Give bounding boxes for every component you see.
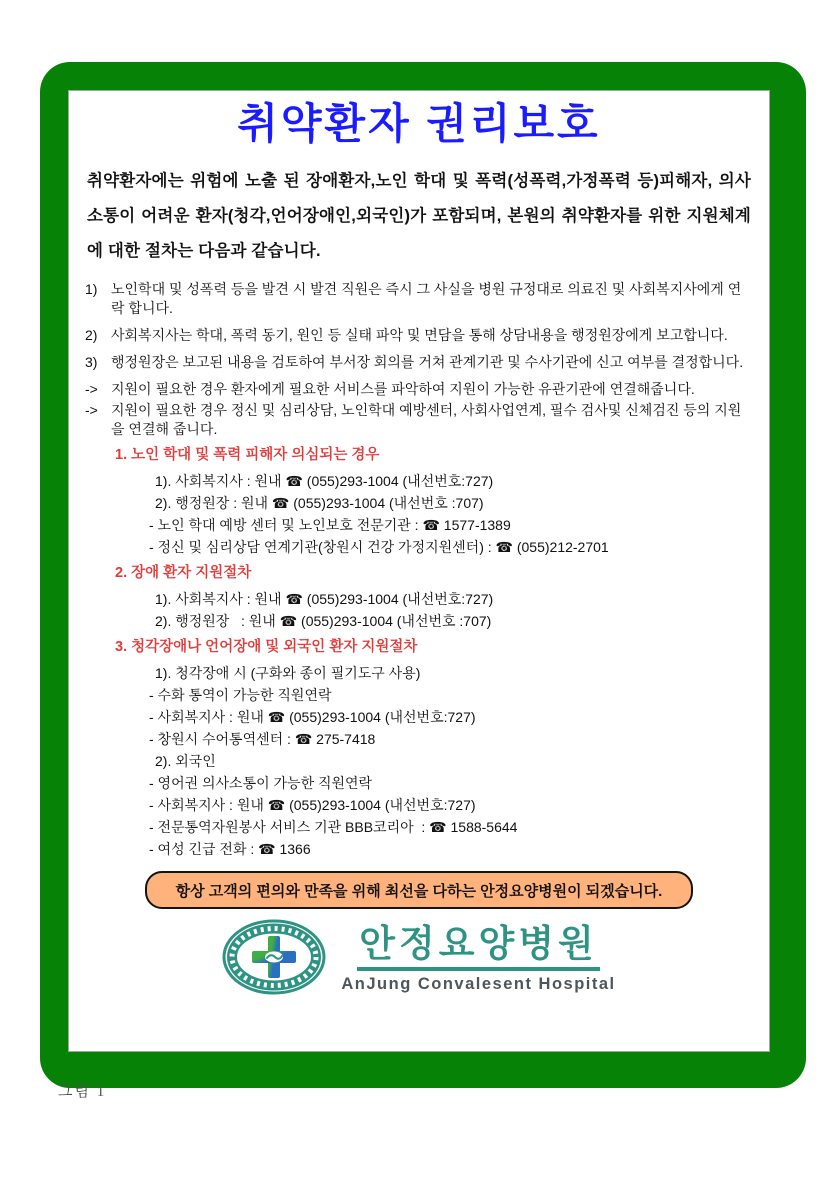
hospital-logo-korean: 안정요양병원 (357, 925, 599, 971)
procedure-item (85, 353, 753, 372)
contact-item: 2). 행정원장 : 원내 ☎ (055)293-1004 (내선번호 :707) (155, 613, 492, 630)
procedure-text: 행정원장은 보고된 내용을 검토하여 부서장 회의를 거쳐 관계기관 및 수사기관에 신고 여부를 결정합니다. (111, 354, 744, 371)
notice-banner (145, 871, 693, 909)
page-title: 취약환자 권리보호 (237, 100, 601, 147)
contact-item: - 사회복지사 : 원내 ☎ (055)293-1004 (내선번호:727) (149, 797, 476, 814)
contact-item: 2). 외국인 (155, 753, 216, 770)
contact-item: 1). 청각장애 시 (구화와 종이 필기도구 사용) (155, 665, 421, 682)
contact-item: 2). 행정원장 : 원내 ☎ (055)293-1004 (내선번호 :707) (155, 495, 484, 512)
procedure-marker: 1) (85, 281, 98, 298)
figure-caption: 그림 1 (58, 1084, 107, 1100)
section-heading: 1. 노인 학대 및 폭력 피해자 의심되는 경우 (115, 447, 380, 464)
arrow-marker: -> (85, 402, 98, 419)
content-panel (68, 90, 770, 1052)
support-sections (85, 445, 753, 859)
contact-item: 1). 사회복지사 : 원내 ☎ (055)293-1004 (내선번호:727) (155, 473, 494, 490)
contact-item: - 노인 학대 예방 센터 및 노인보호 전문기관 : ☎ 1577-1389 (149, 517, 511, 534)
hospital-logo-text (341, 925, 615, 994)
hospital-logo (85, 919, 753, 1000)
procedure-item (85, 380, 753, 399)
procedure-marker: 3) (85, 354, 98, 371)
notice-banner-text: 항상 고객의 편의와 만족을 위해 최선을 다하는 안정요양병원이 되겠습니다. (175, 883, 663, 901)
contact-item: - 전문통역자원봉사 서비스 기관 BBB코리아 : ☎ 1588-5644 (149, 819, 518, 836)
procedure-marker: 2) (85, 327, 98, 344)
contact-item: - 정신 및 심리상담 연계기관(창원시 건강 가정지원센터) : ☎ (055)212-2701 (149, 539, 609, 556)
section-heading: 2. 장애 환자 지원절차 (115, 565, 252, 582)
procedure-text: 노인학대 및 성폭력 등을 발견 시 발견 직원은 즉시 그 사실을 병원 규정대로 의료진 및 사회복지사에게 연락 합니다. (111, 281, 742, 317)
procedure-text: 지원이 필요한 경우 정신 및 심리상담, 노인학대 예방센터, 사회사업연계, 필수 검사및 신체검진 등의 지원을 연결해 줍니다. (111, 402, 742, 438)
contact-item: - 여성 긴급 전화 : ☎ 1366 (149, 841, 311, 858)
intro-paragraph: 취약환자에는 위험에 노출 된 장애환자,노인 학대 및 폭력(성폭력,가정폭력 등)피해자, 의사 소통이 어려운 환자(청각,언어장애인,외국인)가 포함되며, 본원의 취약환자를 위한 지원체계 에 대한 절차는 다음과 같습니다. (87, 172, 751, 260)
contact-item: - 영어권 의사소통이 가능한 직원연락 (149, 775, 373, 792)
hospital-badge-icon (222, 919, 326, 1000)
arrow-marker: -> (85, 381, 98, 398)
procedure-text: 지원이 필요한 경우 환자에게 필요한 서비스를 파악하여 지원이 가능한 유관기관에 연결해줍니다. (111, 381, 695, 398)
contact-item: - 수화 통역이 가능한 직원연락 (149, 687, 332, 704)
document-frame (40, 62, 806, 1088)
procedure-list (85, 280, 753, 439)
contact-item: - 창원시 수어통역센터 : ☎ 275-7418 (149, 731, 376, 748)
contact-item: 1). 사회복지사 : 원내 ☎ (055)293-1004 (내선번호:727) (155, 591, 494, 608)
section-heading: 3. 청각장애나 언어장애 및 외국인 환자 지원절차 (115, 639, 418, 656)
procedure-item (85, 280, 753, 318)
procedure-text: 사회복지사는 학대, 폭력 동기, 원인 등 실태 파악 및 면담을 통해 상담내용을 행정원장에게 보고합니다. (111, 327, 728, 344)
procedure-item (85, 326, 753, 345)
contact-item: - 사회복지사 : 원내 ☎ (055)293-1004 (내선번호:727) (149, 709, 476, 726)
hospital-logo-english: AnJung Convalesent Hospital (341, 975, 616, 994)
procedure-item (85, 401, 753, 439)
